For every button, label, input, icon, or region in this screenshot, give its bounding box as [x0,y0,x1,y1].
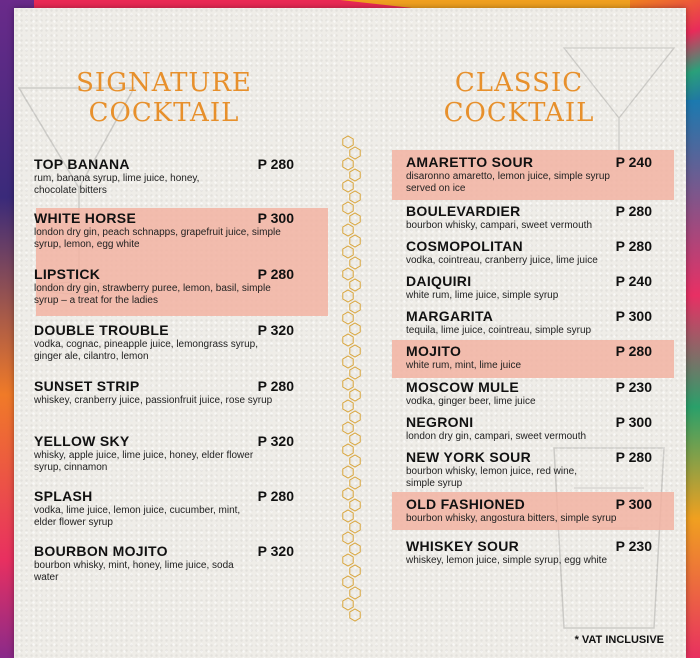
item-description: bourbon whisky, angostura bitters, simple syrup [406,513,617,524]
honeycomb-cell [343,334,353,346]
honeycomb-cell [350,301,360,313]
item-description: white rum, lime juice, simple syrup [406,290,559,301]
honeycomb-cell [350,257,360,269]
honeycomb-cell [343,444,353,456]
honeycomb-cell [343,466,353,478]
honeycomb-cell [350,499,360,511]
honeycomb-cell [350,521,360,533]
item-price: P 280 [615,449,652,465]
item-description: whiskey, lemon juice, simple syrup, egg white [406,555,608,566]
title-line: COCKTAIL [443,98,595,128]
honeycomb-cell [350,587,360,599]
item-name: NEW YORK SOUR [406,449,531,465]
honeycomb-cell [350,169,360,181]
item-name: BOULEVARDIER [406,203,521,219]
honeycomb-cell [343,202,353,214]
item-description: whiskey, cranberry juice, passionfruit juice, rose syrup [34,395,273,406]
honeycomb-cell [343,136,353,148]
item-name: COSMOPOLITAN [406,238,523,254]
honeycomb-cell [350,323,360,335]
item-price: P 320 [257,543,294,559]
honeycomb-cell [343,554,353,566]
item-price: P 230 [615,379,652,395]
item-description: vodka, cognac, pineapple juice, lemongrass syrup, ginger ale, cilantro, lemon [34,339,259,362]
honeycomb-cell [343,422,353,434]
title-line: SIGNATURE [76,68,252,98]
honeycomb-cell [343,312,353,324]
item-description: vodka, cointreau, cranberry juice, lime juice [406,255,598,266]
item-name: WHITE HORSE [34,210,137,226]
classic-title [434,68,604,128]
item-price: P 240 [615,273,652,289]
honeycomb-cell [343,246,353,258]
item-description: london dry gin, strawberry puree, lemon, basil, simple syrup – a treat for the ladies [34,283,271,306]
item-description: bourbon whisky, mint, honey, lime juice, soda water [34,560,234,583]
item-price: P 280 [257,488,294,504]
honeycomb-cell [350,389,360,401]
item-name: DOUBLE TROUBLE [34,322,169,338]
item-description: london dry gin, campari, sweet vermouth [406,431,587,442]
honeycomb-cell [350,477,360,489]
honeycomb-cell [350,367,360,379]
item-name: NEGRONI [406,414,474,430]
item-price: P 280 [257,266,294,282]
honeycomb-cell [343,400,353,412]
item-price: P 300 [615,496,652,512]
item-name: TOP BANANA [34,156,130,172]
honeycomb-cell [350,235,360,247]
item-price: P 230 [615,538,652,554]
honeycomb-cell [343,268,353,280]
item-name: WHISKEY SOUR [406,538,520,554]
item-description: rum, banana syrup, lime juice, honey, chocolate bitters [34,173,200,196]
item-name: DAIQUIRI [406,273,472,289]
item-name: MOSCOW MULE [406,379,519,395]
honeycomb-cell [343,532,353,544]
honeycomb-cell [343,510,353,522]
item-name: AMARETTO SOUR [406,154,534,170]
honeycomb-cell [343,290,353,302]
honeycomb-cell [350,279,360,291]
item-price: P 280 [615,343,652,359]
honeycomb-cell [343,180,353,192]
honeycomb-cell [350,455,360,467]
item-price: P 280 [257,156,294,172]
item-description: disaronno amaretto, lemon juice, simple syrup served on ice [406,171,610,194]
item-name: BOURBON MOJITO [34,543,168,559]
honeycomb-cell [343,356,353,368]
honeycomb-cell [343,378,353,390]
honeycomb-cell [343,224,353,236]
item-price: P 280 [615,203,652,219]
item-price: P 280 [615,238,652,254]
item-price: P 320 [257,322,294,338]
honeycomb-cell [350,543,360,555]
honeycomb-cell [350,345,360,357]
honeycomb-cell [343,158,353,170]
menu-page [14,8,686,658]
honeycomb-cell [350,609,360,621]
honeycomb-cell [350,411,360,423]
signature-title [74,68,254,128]
honeycomb-cell [343,598,353,610]
title-line: CLASSIC [454,68,584,98]
item-price: P 300 [257,210,294,226]
honeycomb-divider [340,134,364,634]
item-name: OLD FASHIONED [406,496,526,512]
item-name: SPLASH [34,488,93,504]
honeycomb-cell [350,213,360,225]
item-price: P 320 [257,433,294,449]
item-description: london dry gin, peach schnapps, grapefruit juice, simple syrup, lemon, egg white [34,227,281,250]
item-price: P 300 [615,414,652,430]
item-name: MARGARITA [406,308,494,324]
honeycomb-cell [350,147,360,159]
item-name: SUNSET STRIP [34,378,140,394]
item-name: MOJITO [406,343,462,359]
honeycomb-cell [350,191,360,203]
item-description: white rum, mint, lime juice [406,360,522,371]
honeycomb-cell [343,488,353,500]
item-description: vodka, lime juice, lemon juice, cucumber, mint, elder flower syrup [34,505,241,528]
item-description: vodka, ginger beer, lime juice [406,396,536,407]
vat-note: * VAT INCLUSIVE [574,634,664,646]
item-price: P 240 [615,154,652,170]
item-description: bourbon whisky, campari, sweet vermouth [406,220,593,231]
item-description: bourbon whisky, lemon juice, red wine, simple syrup [406,466,578,489]
item-name: YELLOW SKY [34,433,130,449]
honeycomb-cell [350,433,360,445]
item-price: P 300 [615,308,652,324]
item-description: tequila, lime juice, cointreau, simple syrup [406,325,592,336]
item-description: whisky, apple juice, lime juice, honey, elder flower syrup, cinnamon [34,450,254,473]
honeycomb-cell [343,576,353,588]
honeycomb-cell [350,565,360,577]
title-line: COCKTAIL [88,98,240,128]
item-name: LIPSTICK [34,266,101,282]
item-price: P 280 [257,378,294,394]
